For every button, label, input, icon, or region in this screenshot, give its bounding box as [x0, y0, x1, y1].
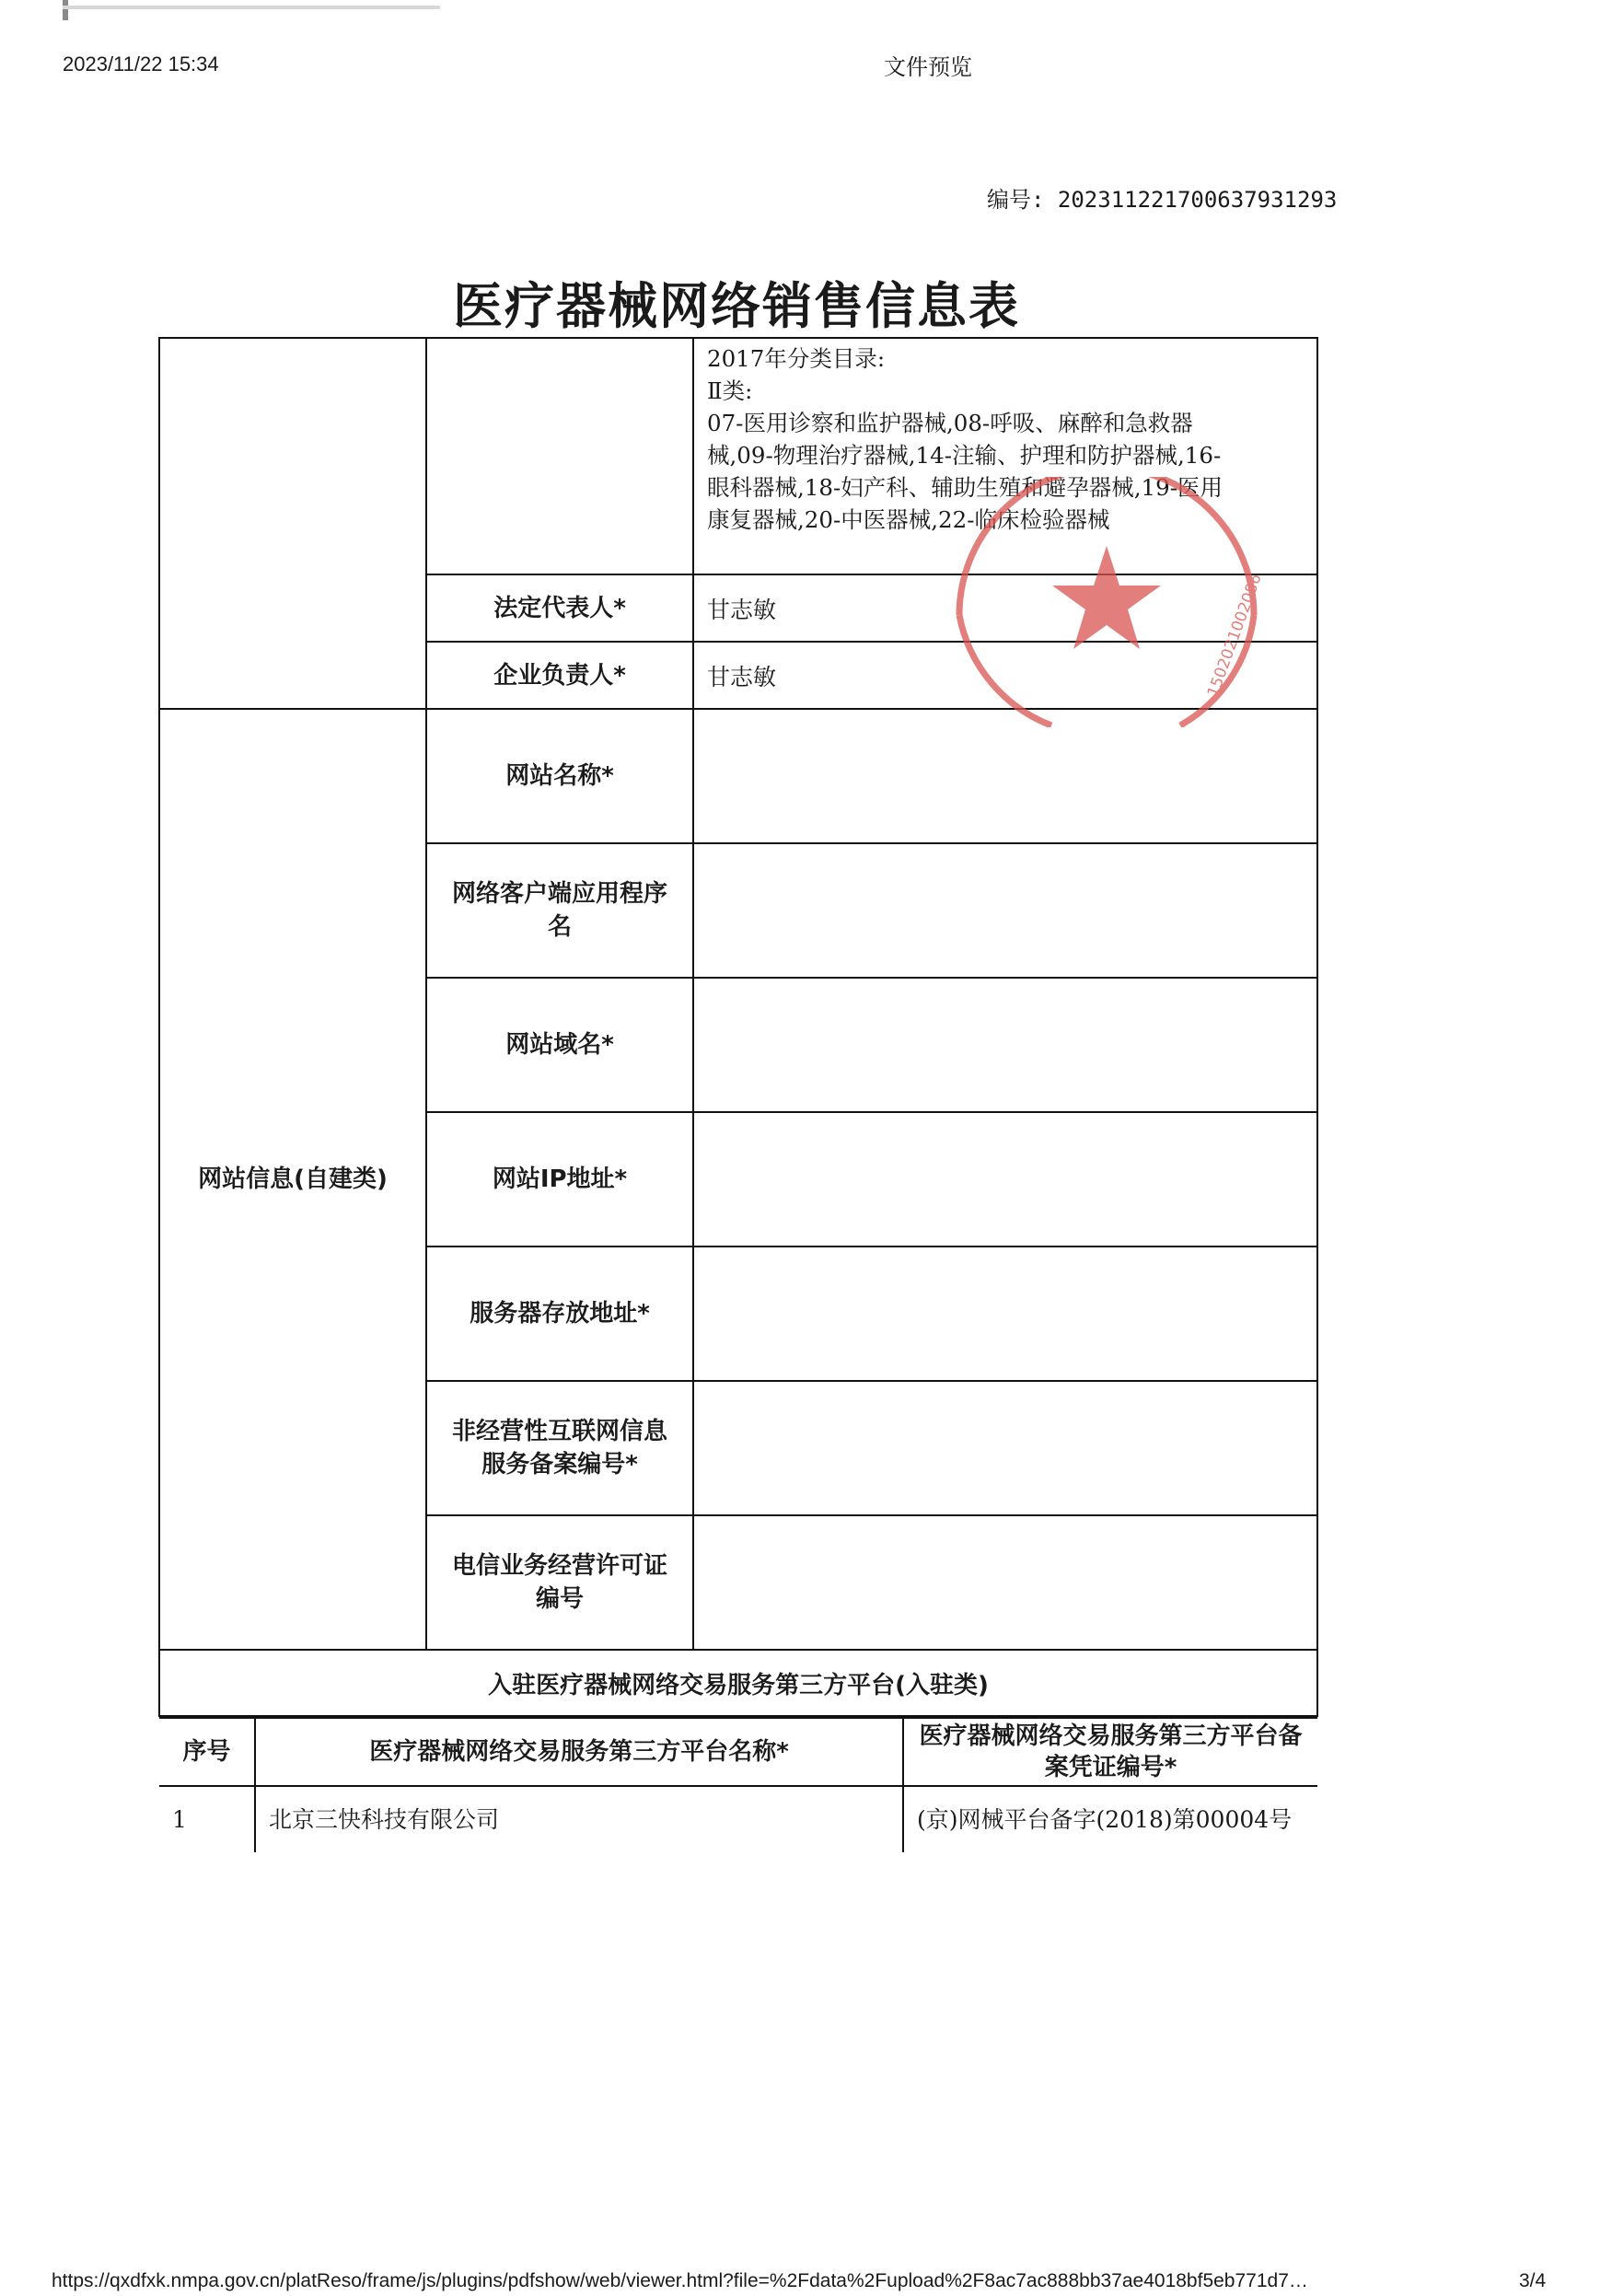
website-field-value: [693, 1381, 1317, 1515]
info-table: [158, 337, 1318, 1852]
website-field-label: 网站名称*: [426, 709, 693, 843]
seal-code: 1502021002086: [1203, 571, 1266, 700]
document-number-value: 20231122170063793129З: [1057, 187, 1338, 213]
blank-label-cell: [426, 338, 693, 574]
catalog-line: 2017年分类目录:: [707, 345, 886, 372]
website-field-value: [693, 709, 1317, 843]
website-field-value: [693, 1112, 1317, 1247]
website-field-value: [693, 978, 1317, 1112]
scan-mark: [63, 0, 68, 20]
print-title: 文件预览: [884, 54, 972, 80]
website-field-label: 网站IP地址*: [426, 1112, 693, 1247]
platform-table: [159, 1717, 1317, 1852]
blank-section-cell: [159, 338, 426, 709]
platform-row-cert: (京)网械平台备字(2018)第00004号: [903, 1786, 1317, 1852]
website-field-label: 网络客户端应用程序名: [426, 843, 693, 978]
website-field-value: [693, 843, 1317, 978]
legal-rep-value: 甘志敏: [693, 574, 1317, 642]
document-number-label: 编号:: [987, 187, 1045, 213]
page-title: 医疗器械网络销售信息表: [453, 277, 1020, 335]
website-field-label: 服务器存放地址*: [426, 1247, 693, 1381]
catalog-line: 康复器械,20-中医器械,22-临床检验器械: [707, 506, 1110, 533]
website-field-value: [693, 1247, 1317, 1381]
table-row: [159, 338, 1317, 574]
table-row: [159, 1786, 1317, 1852]
platform-row-name: 北京三快科技有限公司: [255, 1786, 903, 1852]
platform-section-title: 入驻医疗器械网络交易服务第三方平台(入驻类): [159, 1650, 1317, 1716]
footer-page-number: 3/4: [1519, 2270, 1547, 2291]
catalog-line: Ⅱ类:: [707, 377, 753, 404]
catalog-cell: [693, 338, 1317, 574]
table-row: [159, 1718, 1317, 1786]
table-row: [159, 1716, 1317, 1852]
footer-url: https://qxdfxk.nmpa.gov.cn/platReso/frame/js/plugins/pdfshow/web/viewer.html?file=%2Fdata%2Fupload%2F8ac7ac888bb37ae4018bf5eb771d7…: [52, 2270, 1308, 2291]
website-field-label: 网站域名*: [426, 978, 693, 1112]
catalog-line: 眼科器械,18-妇产科、辅助生殖和避孕器械,19-医用: [707, 474, 1223, 501]
table-row: [159, 1650, 1317, 1716]
catalog-line: 械,09-物理治疗器械,14-注输、护理和防护器械,16-: [707, 442, 1222, 469]
scan-mark: [63, 6, 440, 9]
website-field-label: 电信业务经营许可证编号: [426, 1515, 693, 1650]
col-header-no: 序号: [159, 1718, 255, 1786]
website-field-value: [693, 1515, 1317, 1650]
table-row: [159, 709, 1317, 843]
legal-rep-label: 法定代表人*: [426, 574, 693, 642]
catalog-line: 07-医用诊察和监护器械,08-呼吸、麻醉和急救器: [707, 410, 1193, 436]
website-field-label: 非经营性互联网信息服务备案编号*: [426, 1381, 693, 1515]
document-number: [987, 181, 1337, 214]
manager-label: 企业负责人*: [426, 642, 693, 709]
col-header-cert: 医疗器械网络交易服务第三方平台备案凭证编号*: [903, 1718, 1317, 1786]
print-datetime: 2023/11/22 15:34: [63, 52, 219, 75]
website-section-label: 网站信息(自建类): [159, 709, 426, 1650]
platform-row-no: 1: [159, 1786, 255, 1852]
manager-value: 甘志敏: [693, 642, 1317, 709]
col-header-name: 医疗器械网络交易服务第三方平台名称*: [255, 1718, 903, 1786]
